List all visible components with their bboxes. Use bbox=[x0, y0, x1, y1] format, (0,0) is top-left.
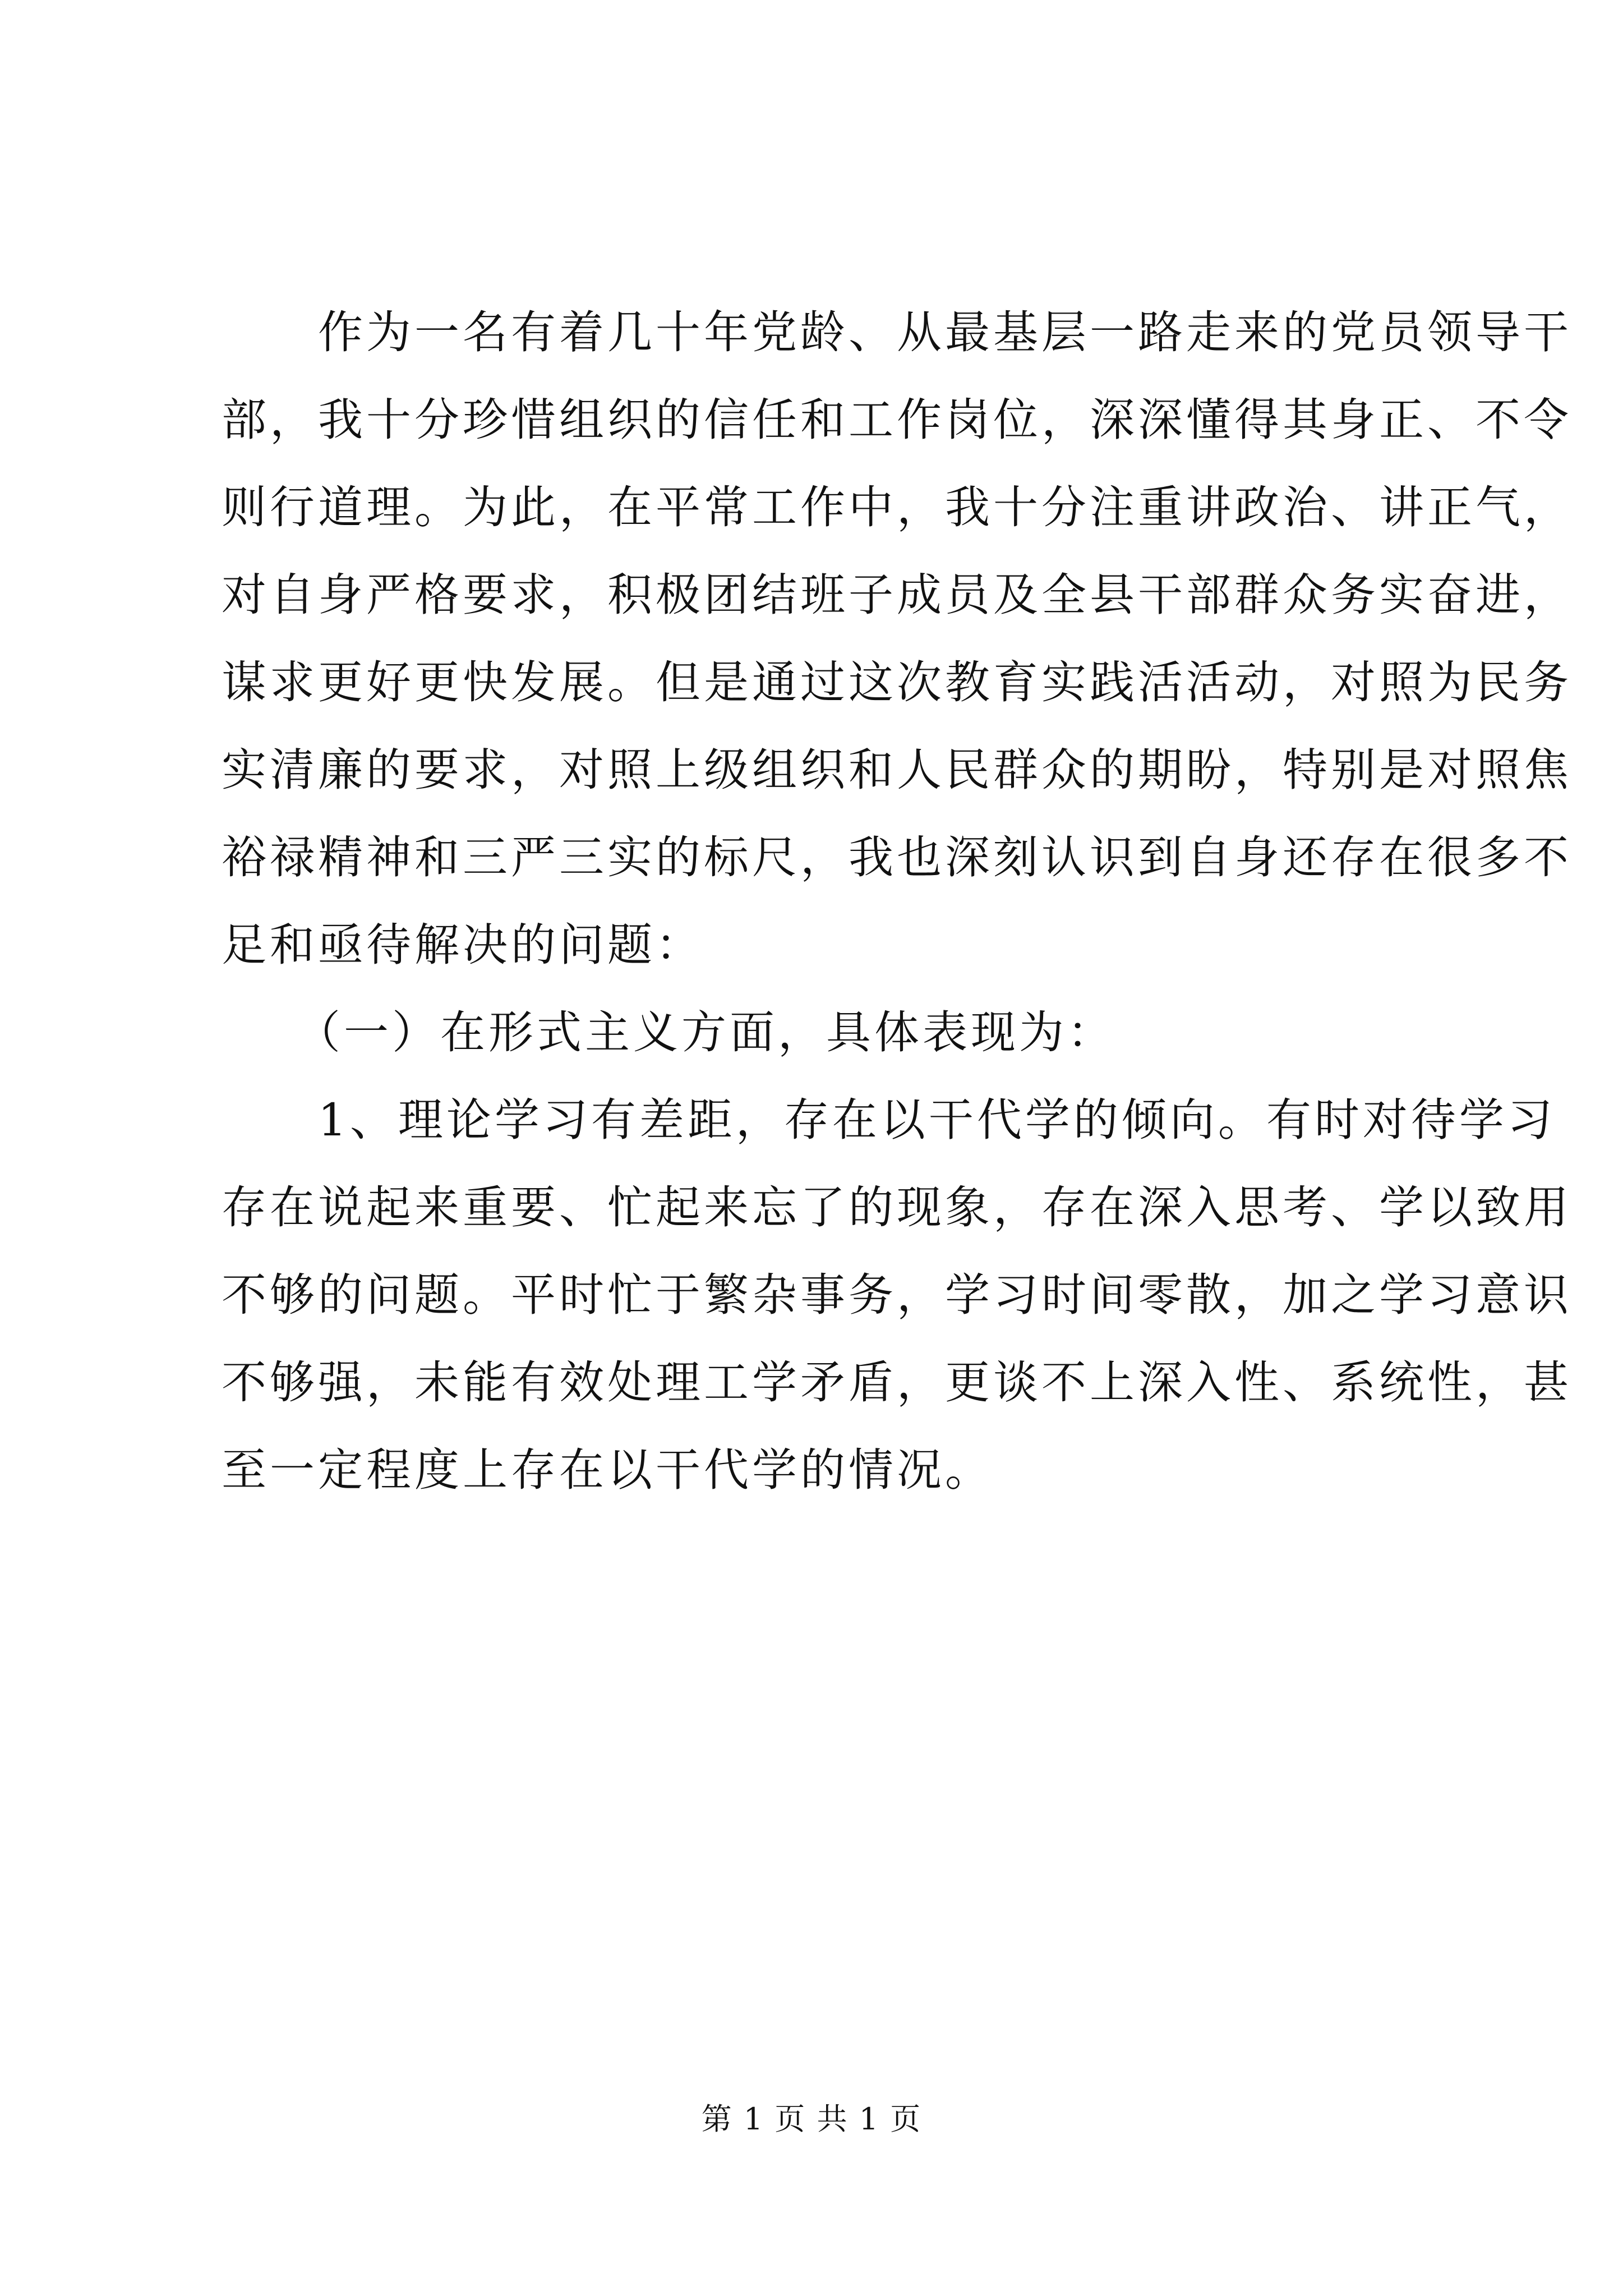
text-line: 至一定程度上存在以干代学的情况。 bbox=[222, 1444, 993, 1496]
text-line: 1、理论学习有差距，存在以干代学的倾向。有时对待学习 bbox=[222, 1094, 1556, 1146]
text-line: 部，我十分珍惜组织的信任和工作岗位，深深懂得其身正、不令 bbox=[222, 394, 1572, 446]
text-line: 实清廉的要求，对照上级组织和人民群众的期盼，特别是对照焦 bbox=[222, 744, 1572, 796]
text-line: 不够的问题。平时忙于繁杂事务，学习时间零散，加之学习意识 bbox=[222, 1269, 1572, 1321]
text-line: 不够强，未能有效处理工学矛盾，更谈不上深入性、系统性，甚 bbox=[222, 1356, 1572, 1409]
text-line: 足和亟待解决的问题： bbox=[222, 919, 704, 971]
section-heading: （一）在形式主义方面，具体表现为： bbox=[222, 1006, 1115, 1059]
text-line: 裕禄精神和三严三实的标尺，我也深刻认识到自身还存在很多不 bbox=[222, 831, 1572, 884]
text-line: 谋求更好更快发展。但是通过这次教育实践活活动，对照为民务 bbox=[222, 656, 1572, 708]
text-line: 对自身严格要求，积极团结班子成员及全县干部群众务实奋进， bbox=[222, 569, 1572, 621]
document-body bbox=[222, 289, 1572, 1514]
text-line: 作为一名有着几十年党龄、从最基层一路走来的党员领导干 bbox=[222, 306, 1572, 358]
text-line: 存在说起来重要、忙起来忘了的现象，存在深入思考、学以致用 bbox=[222, 1181, 1572, 1234]
text-line: 则行道理。为此，在平常工作中，我十分注重讲政治、讲正气， bbox=[222, 481, 1572, 533]
page-footer: 第 1 页 共 1 页 bbox=[701, 2101, 922, 2137]
